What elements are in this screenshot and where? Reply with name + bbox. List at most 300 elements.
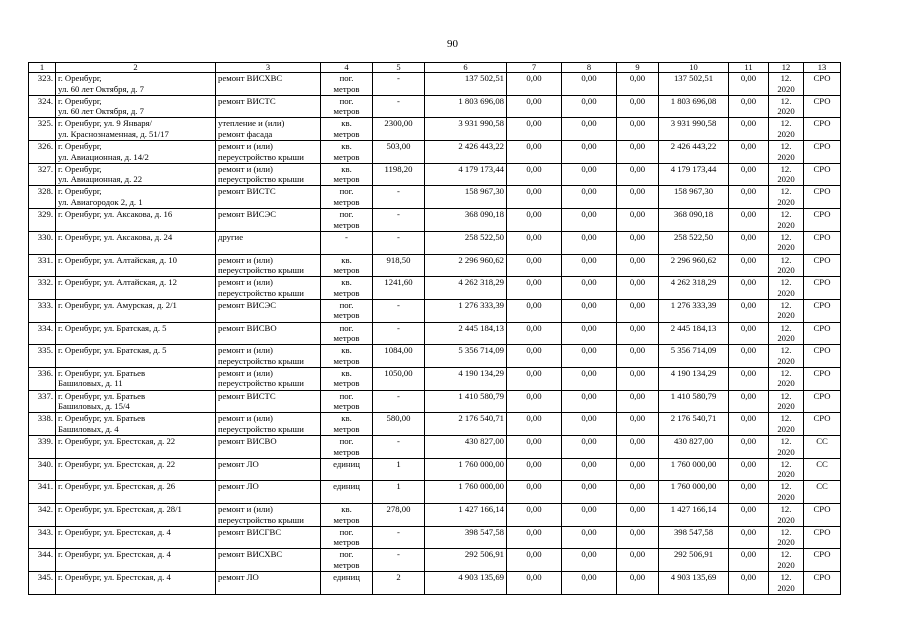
- column-header-5: 5: [373, 63, 425, 73]
- cell-line: 2020: [777, 378, 795, 389]
- work-type-cell: [216, 390, 321, 413]
- col10-cell: 3 931 990,58: [659, 118, 729, 141]
- unit-cell: [321, 549, 373, 572]
- cell-line: 12.: [780, 526, 792, 537]
- column-header-6: 6: [425, 63, 507, 73]
- address-cell: [56, 141, 216, 164]
- cell-line: утепление и (или): [218, 118, 285, 129]
- address-cell: [56, 186, 216, 209]
- cell-line: -: [345, 231, 348, 242]
- cell-line: ремонт и (или): [218, 254, 273, 265]
- cell-line: кв.: [341, 118, 352, 129]
- total-cost-cell: 258 522,50: [425, 231, 507, 254]
- cell-line: 12.: [780, 277, 792, 288]
- total-cost-cell: 1 427 166,14: [425, 504, 507, 527]
- quantity-cell: -: [373, 390, 425, 413]
- col9-cell: 0,00: [617, 504, 659, 527]
- cell-line: метров: [333, 106, 360, 117]
- method-cell: СС: [804, 481, 841, 504]
- col9-cell: 0,00: [617, 549, 659, 572]
- method-cell: СРО: [804, 163, 841, 186]
- col10-cell: 398 547,58: [659, 526, 729, 549]
- cell-line: 12.: [780, 141, 792, 152]
- cell-line: переустройство крыши: [218, 151, 304, 162]
- method-cell: СРО: [804, 118, 841, 141]
- col11-cell: 0,00: [729, 549, 769, 572]
- cell-line: метров: [333, 333, 360, 344]
- address-cell: [56, 95, 216, 118]
- col10-cell: 1 410 580,79: [659, 390, 729, 413]
- method-cell: СРО: [804, 231, 841, 254]
- method-cell: СРО: [804, 299, 841, 322]
- col7-cell: 0,00: [507, 458, 562, 481]
- method-cell: СРО: [804, 504, 841, 527]
- quantity-cell: -: [373, 73, 425, 96]
- cell-line: ремонт ВИСВО: [218, 322, 277, 333]
- col8-cell: 0,00: [562, 345, 617, 368]
- col8-cell: 0,00: [562, 549, 617, 572]
- period-cell: [769, 390, 804, 413]
- cell-line: 2020: [777, 83, 795, 94]
- method-cell: СРО: [804, 413, 841, 436]
- col10-cell: 258 522,50: [659, 231, 729, 254]
- col9-cell: 0,00: [617, 322, 659, 345]
- column-header-7: 7: [507, 63, 562, 73]
- quantity-cell: 1050,00: [373, 367, 425, 390]
- cell-line: ремонт фасада: [218, 128, 273, 139]
- period-cell: [769, 73, 804, 96]
- cell-line: пог.: [339, 186, 354, 197]
- col8-cell: 0,00: [562, 277, 617, 300]
- col8-cell: 0,00: [562, 322, 617, 345]
- cell-line: метров: [333, 559, 360, 570]
- col8-cell: 0,00: [562, 526, 617, 549]
- col8-cell: 0,00: [562, 254, 617, 277]
- col9-cell: 0,00: [617, 186, 659, 209]
- row-number-cell: 338.: [29, 413, 56, 436]
- col7-cell: 0,00: [507, 231, 562, 254]
- row-number-cell: 323.: [29, 73, 56, 96]
- row-number-cell: 331.: [29, 254, 56, 277]
- method-cell: СРО: [804, 277, 841, 300]
- quantity-cell: 918,50: [373, 254, 425, 277]
- unit-cell: [321, 436, 373, 459]
- col7-cell: 0,00: [507, 436, 562, 459]
- cell-line: метров: [333, 219, 360, 230]
- cell-line: Башиловых, д. 15/4: [58, 401, 130, 412]
- col8-cell: 0,00: [562, 504, 617, 527]
- row-number-cell: 344.: [29, 549, 56, 572]
- cell-line: метров: [333, 514, 360, 525]
- col9-cell: 0,00: [617, 254, 659, 277]
- column-header-9: 9: [617, 63, 659, 73]
- total-cost-cell: 2 296 960,62: [425, 254, 507, 277]
- period-cell: [769, 526, 804, 549]
- col9-cell: 0,00: [617, 118, 659, 141]
- quantity-cell: -: [373, 231, 425, 254]
- col9-cell: 0,00: [617, 458, 659, 481]
- unit-cell: [321, 95, 373, 118]
- col11-cell: 0,00: [729, 481, 769, 504]
- cell-line: г. Оренбург,: [58, 186, 102, 197]
- row-number-cell: 341.: [29, 481, 56, 504]
- col10-cell: 4 903 135,69: [659, 572, 729, 595]
- cell-line: 12.: [780, 322, 792, 333]
- address-cell: [56, 209, 216, 232]
- col7-cell: 0,00: [507, 572, 562, 595]
- cell-line: 2020: [777, 106, 795, 117]
- table-row: [29, 458, 841, 481]
- cell-line: 12.: [780, 209, 792, 220]
- cell-line: 2020: [777, 537, 795, 548]
- cell-line: г. Оренбург,: [58, 95, 102, 106]
- unit-cell: [321, 163, 373, 186]
- unit-cell: [321, 526, 373, 549]
- period-cell: [769, 209, 804, 232]
- cell-line: ремонт и (или): [218, 345, 273, 356]
- work-type-cell: [216, 254, 321, 277]
- col10-cell: 368 090,18: [659, 209, 729, 232]
- row-number-cell: 345.: [29, 572, 56, 595]
- col9-cell: 0,00: [617, 231, 659, 254]
- work-type-cell: [216, 572, 321, 595]
- col10-cell: 5 356 714,09: [659, 345, 729, 368]
- col7-cell: 0,00: [507, 504, 562, 527]
- total-cost-cell: 1 803 696,08: [425, 95, 507, 118]
- cell-line: 12.: [780, 572, 792, 583]
- method-cell: СРО: [804, 345, 841, 368]
- cell-line: метров: [333, 378, 360, 389]
- column-header-1: 1: [29, 63, 56, 73]
- col11-cell: 0,00: [729, 345, 769, 368]
- total-cost-cell: 2 445 184,13: [425, 322, 507, 345]
- period-cell: [769, 345, 804, 368]
- col9-cell: 0,00: [617, 367, 659, 390]
- unit-cell: [321, 458, 373, 481]
- unit-cell: [321, 186, 373, 209]
- cell-line: ул. Краснознаменная, д. 51/17: [58, 128, 169, 139]
- cell-line: пог.: [339, 436, 354, 446]
- cell-line: ремонт ВИСТС: [218, 186, 276, 197]
- total-cost-cell: 5 356 714,09: [425, 345, 507, 368]
- work-type-cell: [216, 322, 321, 345]
- col7-cell: 0,00: [507, 390, 562, 413]
- cell-line: метров: [333, 83, 360, 94]
- col7-cell: 0,00: [507, 481, 562, 504]
- unit-cell: [321, 73, 373, 96]
- cell-line: ремонт ВИСТС: [218, 95, 276, 106]
- cell-line: 12.: [780, 436, 792, 446]
- cell-line: г. Оренбург, ул. Аксакова, д. 24: [58, 231, 173, 242]
- col11-cell: 0,00: [729, 254, 769, 277]
- cell-line: 2020: [777, 491, 795, 502]
- cell-line: ул. Авиационная, д. 14/2: [58, 151, 149, 162]
- col10-cell: 2 176 540,71: [659, 413, 729, 436]
- cell-line: ул. Авиагородок 2, д. 1: [58, 196, 143, 207]
- col9-cell: 0,00: [617, 481, 659, 504]
- col11-cell: 0,00: [729, 367, 769, 390]
- total-cost-cell: 1 276 333,39: [425, 299, 507, 322]
- unit-cell: [321, 299, 373, 322]
- method-cell: СРО: [804, 186, 841, 209]
- cell-line: г. Оренбург, ул. Брестская, д. 22: [58, 458, 176, 469]
- unit-cell: [321, 481, 373, 504]
- cell-line: 2020: [777, 128, 795, 139]
- cell-line: кв.: [341, 367, 352, 378]
- cell-line: 12.: [780, 95, 792, 106]
- period-cell: [769, 186, 804, 209]
- col7-cell: 0,00: [507, 254, 562, 277]
- col11-cell: 0,00: [729, 163, 769, 186]
- col8-cell: 0,00: [562, 458, 617, 481]
- address-cell: [56, 413, 216, 436]
- cell-line: пог.: [339, 95, 354, 106]
- col9-cell: 0,00: [617, 73, 659, 96]
- col11-cell: 0,00: [729, 118, 769, 141]
- column-header-13: 13: [804, 63, 841, 73]
- cell-line: ремонт и (или): [218, 367, 273, 378]
- quantity-cell: -: [373, 526, 425, 549]
- work-type-cell: [216, 436, 321, 459]
- col11-cell: 0,00: [729, 209, 769, 232]
- row-number-cell: 332.: [29, 277, 56, 300]
- cell-line: г. Оренбург,: [58, 163, 102, 174]
- work-type-cell: [216, 186, 321, 209]
- method-cell: СРО: [804, 390, 841, 413]
- row-number-cell: 325.: [29, 118, 56, 141]
- cell-line: ул. 60 лет Октября, д. 7: [58, 83, 144, 94]
- table-row: [29, 73, 841, 96]
- total-cost-cell: 4 190 134,29: [425, 367, 507, 390]
- cell-line: 2020: [777, 242, 795, 253]
- cell-line: метров: [333, 401, 360, 412]
- unit-cell: [321, 345, 373, 368]
- table-row: [29, 345, 841, 368]
- row-number-cell: 328.: [29, 186, 56, 209]
- cell-line: г. Оренбург, ул. Братьев: [58, 390, 146, 401]
- cell-line: пог.: [339, 209, 354, 220]
- period-cell: [769, 413, 804, 436]
- work-type-cell: [216, 209, 321, 232]
- method-cell: СРО: [804, 254, 841, 277]
- table-row: [29, 526, 841, 549]
- cell-line: ремонт и (или): [218, 504, 273, 515]
- address-cell: [56, 277, 216, 300]
- quantity-cell: 503,00: [373, 141, 425, 164]
- col8-cell: 0,00: [562, 209, 617, 232]
- col7-cell: 0,00: [507, 209, 562, 232]
- col7-cell: 0,00: [507, 299, 562, 322]
- total-cost-cell: 4 903 135,69: [425, 572, 507, 595]
- cell-line: метров: [333, 446, 360, 457]
- column-header-10: 10: [659, 63, 729, 73]
- cell-line: ремонт ВИСГВС: [218, 526, 282, 537]
- total-cost-cell: 292 506,91: [425, 549, 507, 572]
- work-type-cell: [216, 345, 321, 368]
- cell-line: ремонт ВИСХВС: [218, 73, 283, 83]
- col8-cell: 0,00: [562, 367, 617, 390]
- table-row: [29, 572, 841, 595]
- cell-line: г. Оренбург, ул. 9 Января/: [58, 118, 152, 129]
- quantity-cell: 2: [373, 572, 425, 595]
- unit-cell: [321, 141, 373, 164]
- col7-cell: 0,00: [507, 413, 562, 436]
- total-cost-cell: 1 760 000,00: [425, 481, 507, 504]
- table-row: [29, 277, 841, 300]
- period-cell: [769, 436, 804, 459]
- method-cell: СРО: [804, 572, 841, 595]
- table-body: [29, 73, 841, 595]
- row-number-cell: 337.: [29, 390, 56, 413]
- quantity-cell: -: [373, 322, 425, 345]
- col9-cell: 0,00: [617, 390, 659, 413]
- table-row: [29, 413, 841, 436]
- cell-line: единиц: [333, 458, 360, 469]
- period-cell: [769, 481, 804, 504]
- table-row: [29, 436, 841, 459]
- cell-line: 2020: [777, 310, 795, 321]
- table-row: [29, 299, 841, 322]
- col7-cell: 0,00: [507, 73, 562, 96]
- cell-line: метров: [333, 128, 360, 139]
- col8-cell: 0,00: [562, 73, 617, 96]
- col7-cell: 0,00: [507, 322, 562, 345]
- work-type-cell: [216, 413, 321, 436]
- col11-cell: 0,00: [729, 572, 769, 595]
- column-header-4: 4: [321, 63, 373, 73]
- row-number-cell: 343.: [29, 526, 56, 549]
- col8-cell: 0,00: [562, 163, 617, 186]
- cell-line: метров: [333, 196, 360, 207]
- col8-cell: 0,00: [562, 436, 617, 459]
- total-cost-cell: 1 410 580,79: [425, 390, 507, 413]
- method-cell: СРО: [804, 95, 841, 118]
- table-row: [29, 209, 841, 232]
- quantity-cell: 1084,00: [373, 345, 425, 368]
- column-header-12: 12: [769, 63, 804, 73]
- cell-line: кв.: [341, 163, 352, 174]
- unit-cell: [321, 277, 373, 300]
- cell-line: 12.: [780, 299, 792, 310]
- period-cell: [769, 95, 804, 118]
- work-type-cell: [216, 299, 321, 322]
- cell-line: ремонт ВИСЭС: [218, 209, 277, 220]
- col10-cell: 4 190 134,29: [659, 367, 729, 390]
- unit-cell: [321, 118, 373, 141]
- col9-cell: 0,00: [617, 436, 659, 459]
- cell-line: 12.: [780, 345, 792, 356]
- row-number-cell: 336.: [29, 367, 56, 390]
- work-type-cell: [216, 73, 321, 96]
- row-number-cell: 326.: [29, 141, 56, 164]
- col10-cell: 2 296 960,62: [659, 254, 729, 277]
- cell-line: кв.: [341, 413, 352, 424]
- total-cost-cell: 2 176 540,71: [425, 413, 507, 436]
- address-cell: [56, 231, 216, 254]
- table-row: [29, 118, 841, 141]
- period-cell: [769, 572, 804, 595]
- col9-cell: 0,00: [617, 299, 659, 322]
- address-cell: [56, 572, 216, 595]
- cell-line: 12.: [780, 231, 792, 242]
- address-cell: [56, 504, 216, 527]
- cell-line: 2020: [777, 219, 795, 230]
- method-cell: СРО: [804, 322, 841, 345]
- cell-line: 2020: [777, 287, 795, 298]
- address-cell: [56, 436, 216, 459]
- col10-cell: 1 427 166,14: [659, 504, 729, 527]
- quantity-cell: 1: [373, 481, 425, 504]
- unit-cell: [321, 209, 373, 232]
- col8-cell: 0,00: [562, 141, 617, 164]
- cell-line: г. Оренбург, ул. Братская, д. 5: [58, 345, 167, 356]
- table-row: [29, 504, 841, 527]
- cell-line: 2020: [777, 151, 795, 162]
- table-row: [29, 481, 841, 504]
- cell-line: 2020: [777, 355, 795, 366]
- cell-line: метров: [333, 423, 360, 434]
- row-number-cell: 334.: [29, 322, 56, 345]
- quantity-cell: -: [373, 549, 425, 572]
- cell-line: переустройство крыши: [218, 355, 304, 366]
- col10-cell: 137 502,51: [659, 73, 729, 96]
- method-cell: СРО: [804, 367, 841, 390]
- col10-cell: 1 760 000,00: [659, 458, 729, 481]
- table-row: [29, 95, 841, 118]
- col8-cell: 0,00: [562, 390, 617, 413]
- work-type-cell: [216, 231, 321, 254]
- col7-cell: 0,00: [507, 345, 562, 368]
- unit-cell: [321, 367, 373, 390]
- col11-cell: 0,00: [729, 95, 769, 118]
- row-number-cell: 342.: [29, 504, 56, 527]
- total-cost-cell: 137 502,51: [425, 73, 507, 96]
- address-cell: [56, 299, 216, 322]
- cell-line: 12.: [780, 163, 792, 174]
- cell-line: пог.: [339, 299, 354, 310]
- col11-cell: 0,00: [729, 141, 769, 164]
- work-type-cell: [216, 163, 321, 186]
- quantity-cell: 1241,60: [373, 277, 425, 300]
- col11-cell: 0,00: [729, 231, 769, 254]
- row-number-cell: 327.: [29, 163, 56, 186]
- work-type-cell: [216, 504, 321, 527]
- cell-line: 12.: [780, 413, 792, 424]
- quantity-cell: -: [373, 299, 425, 322]
- cell-line: 12.: [780, 186, 792, 197]
- method-cell: СРО: [804, 73, 841, 96]
- quantity-cell: 1: [373, 458, 425, 481]
- cell-line: г. Оренбург, ул. Братьев: [58, 367, 146, 378]
- work-type-cell: [216, 95, 321, 118]
- col11-cell: 0,00: [729, 413, 769, 436]
- col9-cell: 0,00: [617, 277, 659, 300]
- table-row: [29, 141, 841, 164]
- col11-cell: 0,00: [729, 73, 769, 96]
- cell-line: ремонт ЛО: [218, 458, 259, 469]
- cell-line: г. Оренбург, ул. Брестская, д. 4: [58, 572, 171, 583]
- cell-line: ремонт ЛО: [218, 572, 259, 583]
- quantity-cell: -: [373, 436, 425, 459]
- cell-line: 12.: [780, 458, 792, 469]
- cell-line: ул. 60 лет Октября, д. 7: [58, 106, 144, 117]
- col11-cell: 0,00: [729, 458, 769, 481]
- address-cell: [56, 322, 216, 345]
- col7-cell: 0,00: [507, 367, 562, 390]
- col8-cell: 0,00: [562, 118, 617, 141]
- address-cell: [56, 345, 216, 368]
- address-cell: [56, 254, 216, 277]
